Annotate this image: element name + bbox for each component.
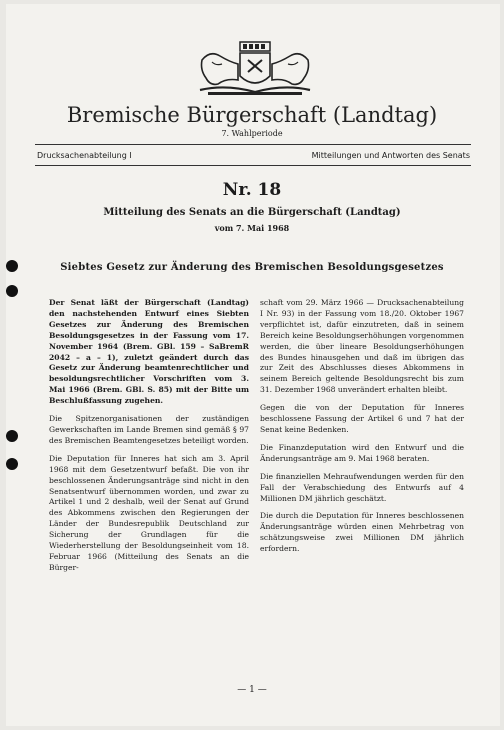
- page-title: Bremische Bürgerschaft (Landtag): [66, 103, 438, 127]
- right-column: [260, 298, 464, 562]
- paragraph: Die durch die Deputation für Inneres beschlossenen Änderungsanträge würden einen Mehrbetrag von schätzungsweise zwei Millionen DM jährlich erfordern.: [260, 511, 464, 554]
- paragraph: Die finanziellen Mehraufwendungen werden für den Fall der Verabschiedung des Entwurfs auf 4 Millionen DM jährlich geschätzt.: [260, 471, 464, 503]
- period-label: 7. Wahlperiode: [221, 129, 283, 138]
- left-column: [49, 298, 249, 581]
- paragraph: Der Senat läßt der Bürgerschaft (Landtag) den nachstehenden Entwurf eines Siebten Gesetzes zur Änderung des Bremischen Besoldungsgesetzes in der Fassung vom 17. November 1964 (Brem. GBl. 159 – SaBremR 2042 – a – 1), zuletzt geändert durch das Gesetz zur Änderung beamtenrechtlicher und besoldungsrechtlicher Vorschriften vom 3. Mai 1966 (Brem. GBl. S. 85) mit der Bitte um Beschlußfassung zugehen.: [49, 298, 249, 406]
- page-number: — 1 —: [237, 685, 267, 695]
- bremen-coat-of-arms-icon: [196, 40, 314, 100]
- document-number: Nr. 18: [222, 180, 282, 200]
- document-date: vom 7. Mai 1968: [214, 223, 290, 233]
- paragraph: Die Finanzdeputation wird den Entwurf und die Änderungsanträge am 9. Mai 1968 beraten.: [260, 442, 464, 463]
- document-heading: Mitteilung des Senats an die Bürgerschaft (Landtag): [103, 207, 401, 218]
- section-label: Mitteilungen und Antworten des Senats: [311, 151, 470, 160]
- paragraph: Gegen die von der Deputation für Inneres beschlossene Fassung der Artikel 6 und 7 hat der Senat keine Bedenken.: [260, 403, 464, 434]
- law-title: Siebtes Gesetz zur Änderung des Bremischen Besoldungsgesetzes: [60, 262, 444, 273]
- paragraph: Die Spitzenorganisationen der zuständigen Gewerkschaften im Lande Bremen sind gemäß § 97 des Bremischen Beamtengesetzes beteiligt worden.: [49, 414, 249, 445]
- punch-hole: [6, 458, 18, 470]
- divider: [35, 144, 471, 145]
- paragraph: schaft vom 29. März 1966 — Drucksachenabteilung I Nr. 93) in der Fassung vom 18./20. Oktober 1967 verpflichtet ist, dafür einzutreten, daß in seinem Bereich keine Besoldungserhöhungen vorgenommen werden, die über lineare Besoldungserhöhungen des Bundes hinausgehen und daß im übrigen das zur Zeit des Abschlusses dieses Abkommens in seinem Bereich geltende Besoldungsrecht bis zum 31. Dezember 1968 unverändert erhalten bleibt.: [260, 298, 464, 395]
- divider: [35, 165, 471, 166]
- paragraph: Die Deputation für Inneres hat sich am 3. April 1968 mit dem Gesetzentwurf befaßt. Die von ihr beschlossenen Änderungsanträge sind nicht in den Senatsentwurf übernommen worden, und zwar zu Artikel 1 und 2 deshalb, weil der Senat auf Grund des Abkommens zwischen den Regierungen der Länder der Bundesrepublik Deutschland zur Sicherung der Grundlagen für die Wiederherstellung der Besoldungseinheit vom 18. Februar 1966 (Mitteilung des Senats an die Bürger-: [49, 453, 249, 572]
- punch-hole: [6, 430, 18, 442]
- department-label: Drucksachenabteilung I: [37, 151, 132, 160]
- punch-hole: [6, 285, 18, 297]
